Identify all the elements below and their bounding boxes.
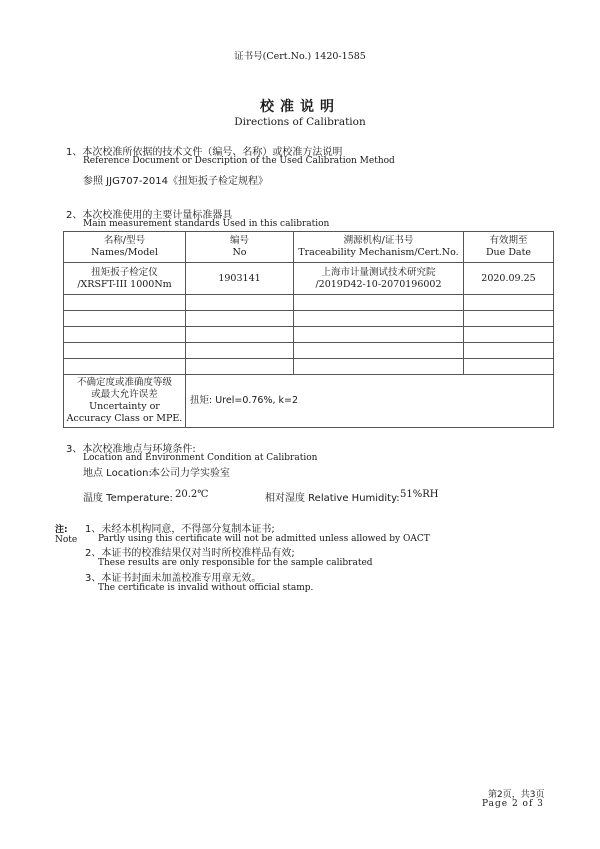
col-header-trace: 溯源机构/证书号 Traceability Mechanism/Cert.No. <box>294 232 464 263</box>
section1-heading-en: Reference Document or Description of the Used Calibration Method <box>83 156 395 166</box>
table-row-empty <box>64 295 554 311</box>
uncertainty-row <box>64 375 554 428</box>
cell-trace: 上海市计量测试技术研究院 /2019D42-10-2070196002 <box>294 263 464 295</box>
note-item-1-en: Partly using this certificate will not be admitted unless allowed by OACT <box>98 534 430 544</box>
note-item-2-en: These results are only responsible for the sample calibrated <box>98 558 373 568</box>
col-header-no: 编号 No <box>186 232 294 263</box>
table-row-empty <box>64 359 554 375</box>
cert-number: 证书号(Cert.No.) 1420-1585 <box>234 51 366 62</box>
uncertainty-value: 扭矩: Urel=0.76%, k=2 <box>186 375 554 428</box>
standards-table <box>63 231 554 428</box>
note-label-en: Note <box>55 535 78 545</box>
uncertainty-label: 不确定度或准确度等级 或最大允许误差 Uncertainty or Accuracy Class or MPE. <box>64 375 186 428</box>
table-row-empty <box>64 327 554 343</box>
col-header-name: 名称/型号 Names/Model <box>64 232 186 263</box>
table-row-empty <box>64 343 554 359</box>
col-header-due: 有效期至 Due Date <box>464 232 554 263</box>
humidity-value: 51%RH <box>400 489 439 500</box>
page-title: 校准说明 <box>260 99 340 115</box>
humidity-label: 相对湿度 Relative Humidity: <box>265 493 400 504</box>
section2-heading: 2、本次校准使用的主要计量标准器具 <box>66 210 233 221</box>
section3-heading: 3、本次校准地点与环境条件: <box>66 444 196 455</box>
note-label: 注: <box>55 525 68 535</box>
location-label: 地点 Location: <box>83 468 152 479</box>
temperature-value: 20.2℃ <box>175 489 209 500</box>
cell-no: 1903141 <box>186 263 294 295</box>
table-row-empty <box>64 311 554 327</box>
temperature-label: 温度 Temperature: <box>83 493 173 504</box>
note-item-3: 3、本证书封面未加盖校准专用章无效。 <box>85 573 262 584</box>
location-value: 本公司力学实验室 <box>150 468 230 479</box>
note-item-2: 2、本证书的校准结果仅对当时所校准样品有效; <box>85 548 295 559</box>
page-subtitle: Directions of Calibration <box>234 116 366 128</box>
section1-content: 参照 JJG707-2014《扭矩扳子检定规程》 <box>83 176 268 187</box>
page-number-cn: 第2页，共3页 <box>488 790 545 800</box>
page-number-en: Page 2 of 3 <box>482 799 544 809</box>
note-item-3-en: The certificate is invalid without official stamp. <box>98 583 314 593</box>
note-item-1: 1、未经本机构同意，不得部分复制本证书; <box>85 524 275 535</box>
table-row <box>64 263 554 295</box>
cell-due: 2020.09.25 <box>464 263 554 295</box>
section3-heading-en: Location and Environment Condition at Calibration <box>83 453 318 463</box>
table-header-row <box>64 232 554 263</box>
cell-name-model: 扭矩扳子检定仪 /XRSFT-III 1000Nm <box>64 263 186 295</box>
section1-heading: 1、本次校准所依据的技术文件（编号、名称）或校准方法说明 <box>66 147 343 158</box>
section2-heading-en: Main measurement standards Used in this calibration <box>83 219 330 229</box>
